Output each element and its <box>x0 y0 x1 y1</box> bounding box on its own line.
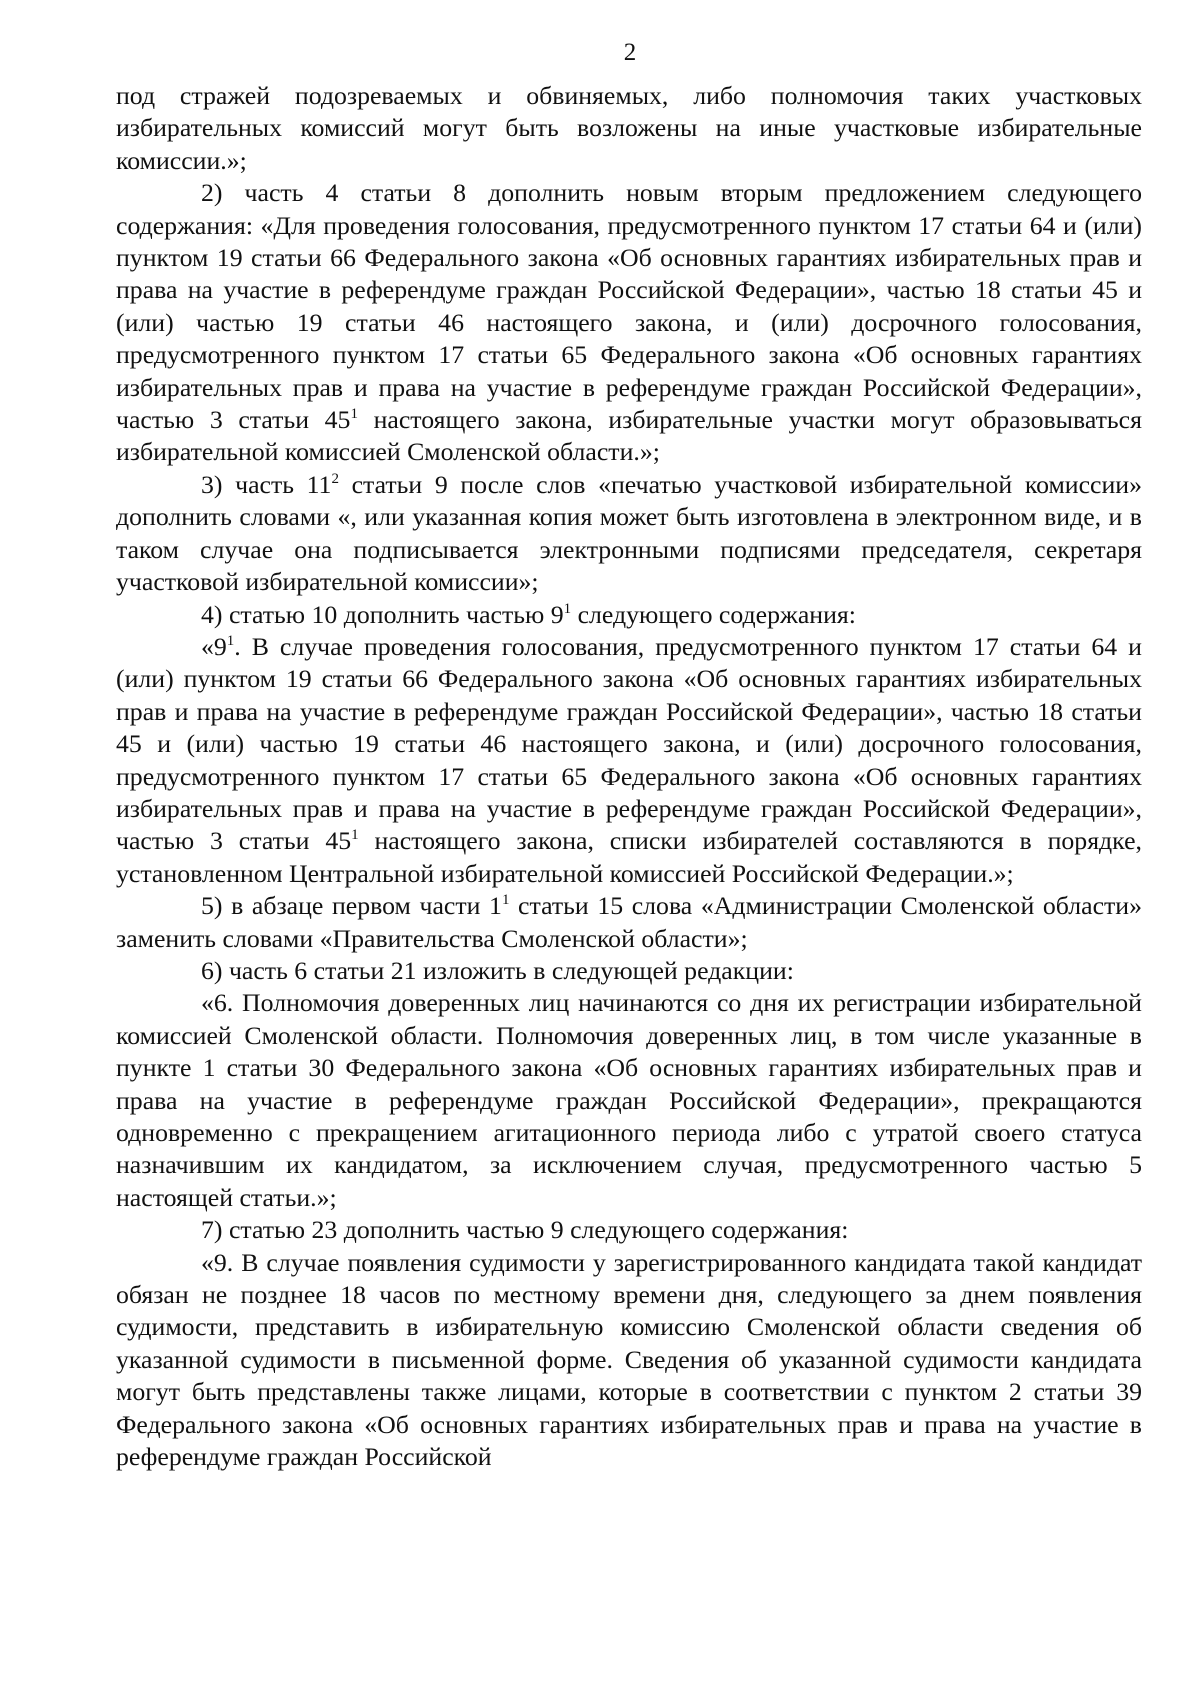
paragraph-item-3 <box>116 469 1142 599</box>
superscript: 1 <box>351 827 359 844</box>
superscript: 1 <box>350 406 358 423</box>
superscript: 1 <box>226 632 235 649</box>
paragraph-text: статьи 9 после слов «печатью участковой избирательной комиссии» дополнить словами «, или указанная копия может быть изготовлена в электронном виде, и в таком случае она подписывается электронными подписями председателя, секретаря участковой избирательной комиссии»; <box>116 469 1143 597</box>
paragraph-text: следующего содержания: <box>571 599 856 629</box>
paragraph-text: 2) часть 4 статьи 8 дополнить новым вторым предложением следующего содержания: «Для проведения голосования, предусмотренного пунктом 17 статьи 64 и (или) пунктом 19 статьи 66 Федерального закона «Об основных гарантиях избирательных прав и права на участие в референдуме граждан Российской Федерации», частью 18 статьи 45 и (или) частью 19 статьи 46 настоящего закона, и (или) досрочного голосования, предусмотренного пунктом 17 статьи 65 Федерального закона «Об основных гарантиях избирательных прав и права на участие в референдуме граждан Российской Федерации», частью 3 статьи 45 <box>116 178 1142 435</box>
paragraph-quoted-part-9-1 <box>116 631 1142 890</box>
paragraph-text: 7) статью 23 дополнить частью 9 следующего содержания: <box>201 1215 849 1245</box>
paragraph-item-7 <box>116 1214 1142 1246</box>
paragraph-text: 4) статью 10 дополнить частью 9 <box>201 599 564 629</box>
paragraph-text: настоящего закона, избирательные участки могут образовываться избирательной комиссией Смоленской области.»; <box>116 405 1142 467</box>
paragraph-item-5 <box>116 890 1142 955</box>
paragraph-text: статьи 15 слова «Администрации Смоленской области» заменить словами «Правительства Смоленской области»; <box>116 891 1142 953</box>
paragraph-text: «9 <box>201 631 227 661</box>
paragraph-item-4 <box>116 599 1142 631</box>
paragraph-text: 5) в абзаце первом части 1 <box>201 891 502 921</box>
superscript: 1 <box>563 600 572 617</box>
paragraph-text: «9. В случае появления судимости у зарегистрированного кандидата такой кандидат обязан не позднее 18 часов по местному времени дня, следующего за днем появления судимости, представить в избирательную комиссию Смоленской области сведения об указанной судимости в письменной форме. Сведения об указанной судимости кандидата могут быть представлены также лицами, которые в соответствии с пунктом 2 статьи 39 Федерального закона «Об основных гарантиях избирательных прав и права на участие в референдуме граждан Российской <box>116 1247 1142 1472</box>
superscript: 1 <box>501 892 510 909</box>
paragraph-text: настоящего закона, списки избирателей составляются в порядке, установленном Центральной избирательной комиссией Российской Федерации.»; <box>116 826 1142 888</box>
page-number: 2 <box>623 39 637 66</box>
paragraph-text: «6. Полномочия доверенных лиц начинаются со дня их регистрации избирательной комиссией Смоленской области. Полномочия доверенных лиц, в том числе указанные в пункте 1 статьи 30 Федерального закона «Об основных гарантиях избирательных прав и права на участие в референдуме граждан Российской Федерации», прекращаются одновременно с прекращением агитационного периода либо с утратой своего статуса назначившим их кандидатом, за исключением случая, предусмотренного частью 5 настоящей статьи.»; <box>116 988 1142 1212</box>
paragraph-text: 3) часть 11 <box>201 469 332 499</box>
document-body <box>116 80 1142 1473</box>
paragraph-quoted-part-6 <box>116 987 1142 1214</box>
paragraph-item-6 <box>116 955 1142 987</box>
paragraph-item-2 <box>116 177 1142 469</box>
paragraph-quoted-part-9 <box>116 1247 1142 1474</box>
paragraph-continuation <box>116 80 1142 177</box>
superscript: 2 <box>331 470 339 487</box>
paragraph-text: под стражей подозреваемых и обвиняемых, либо полномочия таких участковых избирательных комиссий могут быть возложены на иные участковые избирательные комиссии.»; <box>116 81 1142 175</box>
paragraph-text: 6) часть 6 статьи 21 изложить в следующей редакции: <box>201 955 794 985</box>
paragraph-text: . В случае проведения голосования, предусмотренного пунктом 17 статьи 64 и (или) пунктом 19 статьи 66 Федерального закона «Об основных гарантиях избирательных прав и права на участие в референдуме граждан Российской Федерации», частью 18 статьи 45 и (или) частью 19 статьи 46 настоящего закона, и (или) досрочного голосования, предусмотренного пунктом 17 статьи 65 Федерального закона «Об основных гарантиях избирательных прав и права на участие в референдуме граждан Российской Федерации», частью 3 статьи 45 <box>116 631 1142 856</box>
